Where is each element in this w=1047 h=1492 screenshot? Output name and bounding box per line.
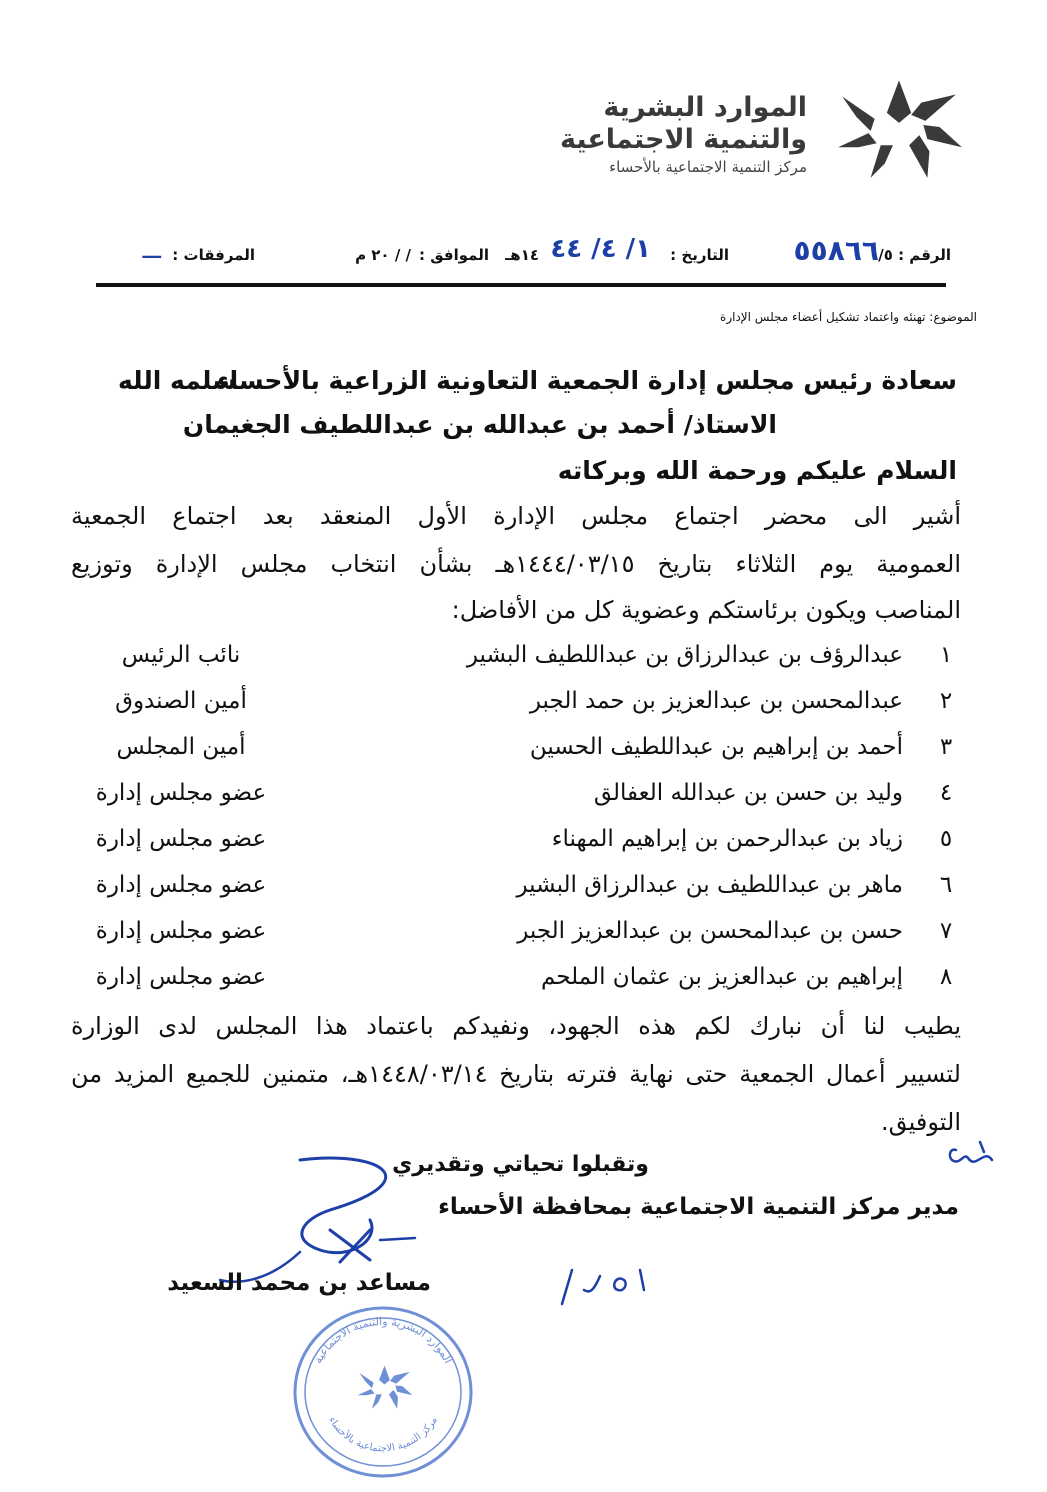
member-name: أحمد بن إبراهيم بن عبداللطيف الحسين [529,734,903,760]
director-title: مدير مركز التنمية الاجتماعية بمحافظة الأحساء [438,1194,959,1220]
member-role: أمين المجلس [116,734,246,760]
member-role: عضو مجلس إدارة [95,964,267,990]
member-name: حسن بن عبدالمحسن بن عبدالعزيز الجبر [517,918,903,944]
official-round-stamp-icon [288,1300,478,1480]
ministry-name-line2: والتنمية الاجتماعية [559,124,807,155]
ministry-star-logo-icon [828,72,970,184]
regards-line: وتقبلوا تحياتي وتقديري [392,1152,649,1177]
ref-number-value: ٥٥٨٦٦ [793,234,879,267]
member-row [61,872,961,912]
ref-attachments-label: المرفقات : [172,246,255,264]
recipient-name: الاستاذ/ أحمد بن عبدالله بن عبداللطيف الجغيمان [182,410,777,439]
member-name: ماهر بن عبداللطيف بن عبدالرزاق البشير [516,872,903,898]
ministry-name-line1: الموارد البشرية [603,92,807,123]
closing-line-1: يطيب لنا أن نبارك لكم هذه الجهود، ونفيدكم باعتماد هذا المجلس لدى الوزارة [71,1012,961,1040]
member-role: عضو مجلس إدارة [95,826,267,852]
member-role: أمين الصندوق [115,688,247,714]
member-role: نائب الرئيس [121,642,241,668]
member-name: عبدالمحسن بن عبدالعزيز بن حمد الجبر [529,688,903,714]
member-row [61,642,961,682]
ref-date-label: التاريخ : [670,246,729,264]
ref-attachments-value: ـــ [142,242,161,263]
stamp-bottom-text: مركز التنمية الاجتماعية بالأحساء [326,1415,440,1455]
ref-number-label: الرقم : ٥/ [878,246,951,264]
addressee-suffix: سلمه الله [118,366,237,395]
member-name: عبدالرؤف بن عبدالرزاق بن عبداللطيف البشير [466,642,903,668]
subject-line: الموضوع: تهنئه واعتماد تشكيل أعضاء مجلس الإدارة [720,310,977,324]
member-number: ٤ [939,780,953,806]
member-role: عضو مجلس إدارة [95,872,267,898]
header-divider [96,283,946,287]
member-role: عضو مجلس إدارة [95,918,267,944]
director-name: مساعد بن محمد السعيد [167,1270,431,1296]
ref-date-value: ١/ ٤/ ٤٤ [550,234,651,264]
member-row [61,826,961,866]
reference-row [91,236,951,272]
member-role: عضو مجلس إدارة [95,780,267,806]
member-row [61,688,961,728]
intro-line-2: العمومية يوم الثلاثاء بتاريخ ١٤٤٤/٠٣/١٥هـ بشأن انتخاب مجلس الإدارة وتوزيع [71,550,961,578]
ref-corresponding-label: الموافق : [419,246,489,264]
member-row [61,734,961,774]
intro-line-1: أشير الى محضر اجتماع مجلس الإدارة الأول المنعقد بعد اجتماع الجمعية [71,502,961,530]
closing-line-3: التوفيق. [881,1108,961,1136]
ref-hijri-year: ١٤هـ [505,246,539,264]
ref-corresponding-value: / / ٢٠ م [355,246,411,264]
stamp-top-text: الموارد البشرية والتنمية الاجتماعية [311,1314,455,1366]
member-number: ٥ [939,826,953,852]
member-number: ٦ [939,872,953,898]
member-name: زياد بن عبدالرحمن بن إبراهيم المهناء [551,826,903,852]
member-number: ٨ [939,964,953,990]
member-name: إبراهيم بن عبدالعزيز بن عثمان الملحم [541,964,903,990]
handwritten-date-note-icon [520,1260,660,1310]
member-number: ٧ [939,918,953,944]
member-number: ١ [939,642,953,668]
handwritten-initials-icon [940,1130,1000,1180]
member-row [61,780,961,820]
intro-line-3: المناصب ويكون برئاستكم وعضوية كل من الأفاضل: [451,596,961,624]
closing-line-2: لتسيير أعمال الجمعية حتى نهاية فترته بتاريخ ١٤٤٨/٠٣/١٤هـ، متمنين للجميع المزيد من [71,1060,961,1088]
member-row [61,918,961,958]
member-row [61,964,961,1004]
member-number: ٢ [939,688,953,714]
member-number: ٣ [939,734,953,760]
center-name: مركز التنمية الاجتماعية بالأحساء [609,158,807,176]
greeting: السلام عليكم ورحمة الله وبركاته [557,456,957,485]
addressee-line: سعادة رئيس مجلس إدارة الجمعية التعاونية الزراعية بالأحساء [216,366,957,395]
member-name: وليد بن حسن بن عبدالله العفالق [593,780,903,806]
